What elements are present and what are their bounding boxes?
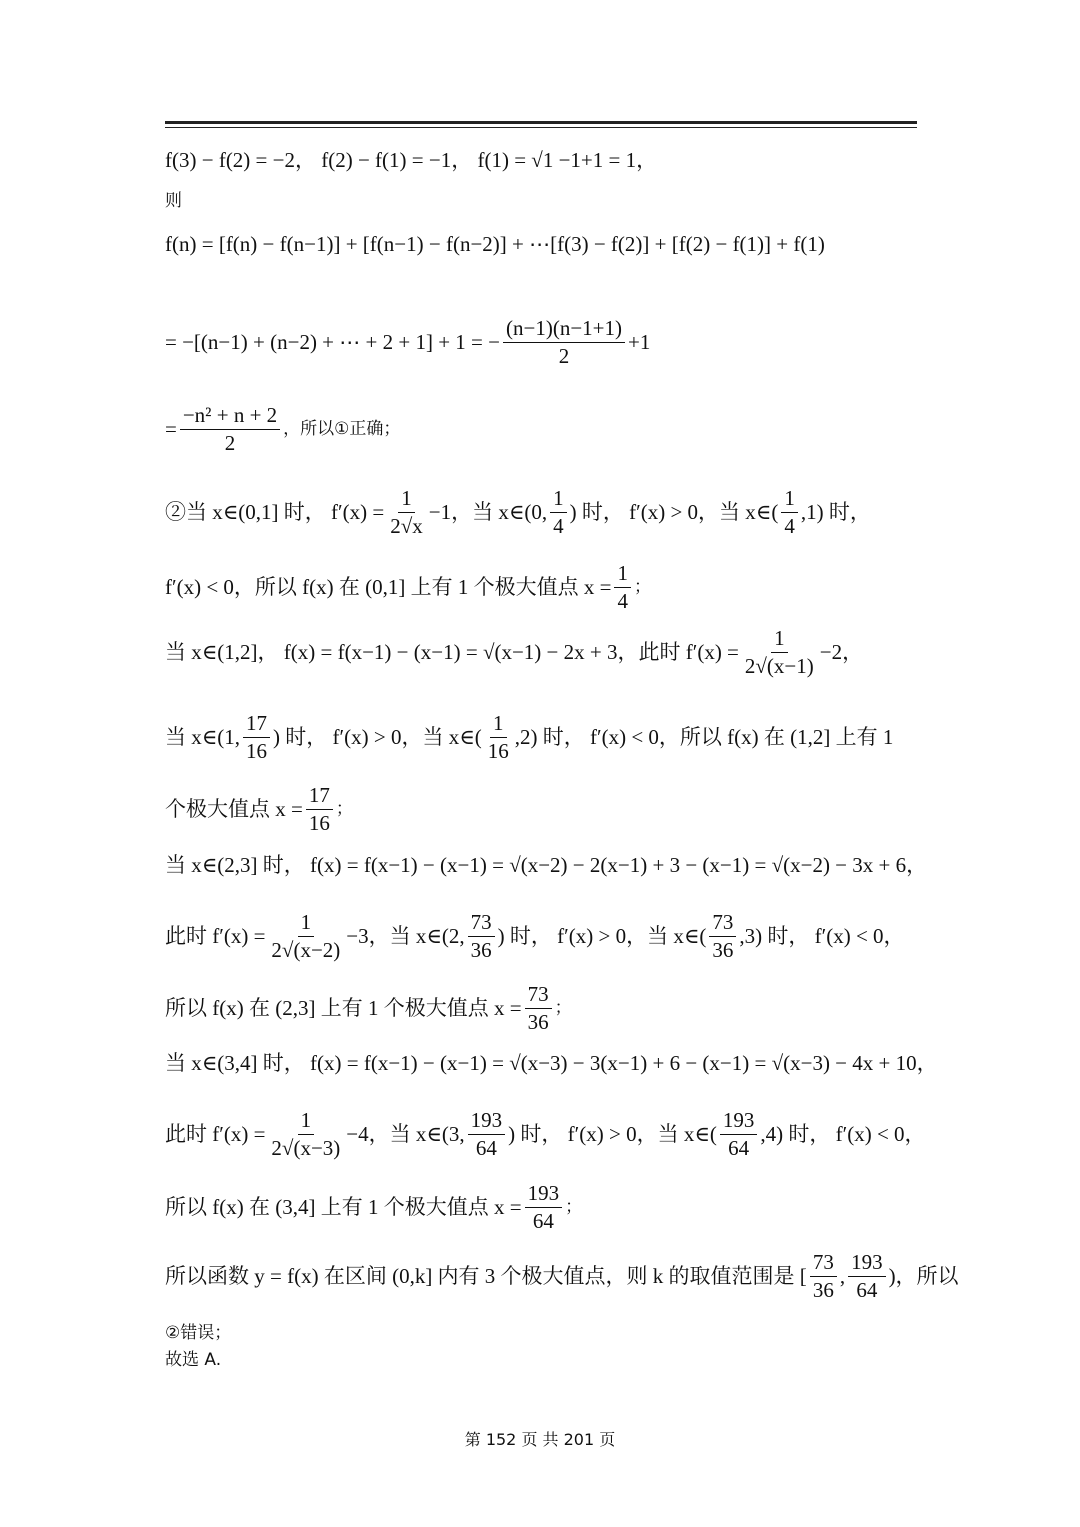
text-line-1 bbox=[165, 150, 965, 171]
fraction: $\frac{193}{64}$ bbox=[848, 1252, 886, 1301]
text: 故选 A. bbox=[165, 1350, 222, 1370]
fraction: $\frac{193}{64}$ bbox=[720, 1110, 758, 1159]
math: = bbox=[165, 417, 177, 441]
text-line-4 bbox=[165, 318, 965, 367]
fraction: $\frac{\text{−n² + n + 2}}{2}$ bbox=[180, 405, 280, 454]
text: ②错误； bbox=[165, 1323, 232, 1343]
fraction: $\frac{1}{2√(x-2)}$ bbox=[271, 910, 341, 962]
math: , bbox=[839, 1264, 846, 1288]
fraction: $\frac{1}{2√(x-1)}$ bbox=[744, 626, 814, 678]
math: ,2) 时， f′(x) < 0，所以 f(x) 在 (1,2] 上有 1 bbox=[514, 725, 894, 749]
math: −4，当 x∈(3, bbox=[346, 1122, 465, 1146]
text-line-10 bbox=[165, 785, 965, 834]
math: 所以 f(x) 在 (3,4] 上有 1 个极大值点 x = bbox=[165, 1195, 522, 1219]
text-line-6 bbox=[165, 488, 965, 537]
text: ； bbox=[554, 998, 572, 1018]
fraction: $\frac{17}{16}$ bbox=[306, 785, 333, 834]
math: −1，当 x∈(0, bbox=[428, 500, 548, 524]
text-line-16 bbox=[165, 1183, 965, 1232]
math: +1 bbox=[628, 330, 651, 354]
text: 则 bbox=[165, 191, 182, 211]
fraction: $\frac{1}{4}$ bbox=[614, 563, 631, 612]
math: f(3) − f(2) = −2， f(2) − f(1) = −1， f(1) = √1 −1+1 = 1， bbox=[165, 148, 658, 172]
text-line-7 bbox=[165, 563, 965, 612]
fraction: $\frac{1}{2√x}$ bbox=[390, 486, 423, 538]
fraction: $\frac{73}{36}$ bbox=[810, 1252, 837, 1301]
page-footer: 第 152 页 共 201 页 bbox=[464, 1430, 616, 1449]
fraction: $\frac{193}{64}$ bbox=[468, 1110, 506, 1159]
math: 此时 f′(x) = bbox=[165, 924, 266, 948]
text-line-3 bbox=[165, 234, 965, 255]
math: = −[(n−1) + (n−2) + ⋯ + 2 + 1] + 1 = − bbox=[165, 330, 500, 354]
text-line-8 bbox=[165, 628, 965, 677]
math: f(n) = [f(n) − f(n−1)] + [f(n−1) − f(n−2)] + ⋯[f(3) − f(2)] + [f(2) − f(1)] + f(1) bbox=[165, 232, 825, 256]
math: ) 时， f′(x) > 0，当 x∈( bbox=[497, 924, 707, 948]
text: ； bbox=[633, 577, 651, 597]
math: )，所以 bbox=[888, 1264, 959, 1288]
math: 个极大值点 x = bbox=[165, 797, 303, 821]
math: 当 x∈(1, bbox=[165, 725, 241, 749]
fraction: $\frac{1}{4}$ bbox=[550, 488, 567, 537]
math: ,3) 时， f′(x) < 0， bbox=[739, 924, 905, 948]
math: ) 时， f′(x) > 0，当 x∈( bbox=[569, 500, 779, 524]
text-line-19 bbox=[165, 1352, 965, 1369]
text-line-14 bbox=[165, 1053, 965, 1074]
fraction: $\frac{73}{36}$ bbox=[709, 912, 736, 961]
math: 当 x∈(1,2]， f(x) = f(x−1) − (x−1) = √(x−1) − 2x + 3，此时 f′(x) = bbox=[165, 640, 739, 664]
text-line-5 bbox=[165, 405, 965, 454]
math: 此时 f′(x) = bbox=[165, 1122, 266, 1146]
math: ) 时， f′(x) > 0，当 x∈( bbox=[508, 1122, 717, 1146]
math: 所以 f(x) 在 (2,3] 上有 1 个极大值点 x = bbox=[165, 996, 522, 1020]
math: 当 x∈(2,3] 时， f(x) = f(x−1) − (x−1) = √(x−2) − 2(x−1) + 3 − (x−1) = √(x−2) − 3x + 6， bbox=[165, 853, 928, 877]
fraction: $\frac{(n-1)(n-1+1)}{2}$ bbox=[503, 318, 625, 367]
text-line-12 bbox=[165, 912, 965, 961]
math: 所以函数 y = f(x) 在区间 (0,k] 内有 3 个极大值点，则 k 的取值范围是 [ bbox=[165, 1264, 807, 1288]
math: ) 时， f′(x) > 0，当 x∈( bbox=[273, 725, 482, 749]
text: ； bbox=[335, 799, 353, 819]
text-line-15 bbox=[165, 1110, 965, 1159]
fraction: $\frac{17}{16}$ bbox=[243, 713, 270, 762]
fraction: $\frac{73}{36}$ bbox=[468, 912, 495, 961]
text-line-9 bbox=[165, 713, 965, 762]
math: −2， bbox=[819, 640, 864, 664]
text: ，所以①正确； bbox=[283, 419, 401, 439]
text-line-13 bbox=[165, 984, 965, 1033]
header-rule bbox=[165, 121, 917, 124]
fraction: $\frac{1}{16}$ bbox=[487, 711, 509, 763]
fraction: $\frac{1}{4}$ bbox=[781, 488, 798, 537]
math: ,1) 时， bbox=[800, 500, 871, 524]
math: ②当 x∈(0,1] 时， f′(x) = bbox=[165, 500, 385, 524]
fraction: $\frac{1}{2√(x-3)}$ bbox=[271, 1108, 341, 1160]
text-line-11 bbox=[165, 855, 965, 876]
fraction: $\frac{73}{36}$ bbox=[525, 984, 552, 1033]
math: 当 x∈(3,4] 时， f(x) = f(x−1) − (x−1) = √(x−3) − 3(x−1) + 6 − (x−1) = √(x−3) − 4x + 10， bbox=[165, 1051, 938, 1075]
math: −3，当 x∈(2, bbox=[346, 924, 465, 948]
fraction: $\frac{193}{64}$ bbox=[525, 1183, 563, 1232]
text-line-17 bbox=[165, 1252, 965, 1301]
math: ,4) 时， f′(x) < 0， bbox=[760, 1122, 926, 1146]
text: ； bbox=[565, 1197, 583, 1217]
math: f′(x) < 0，所以 f(x) 在 (0,1] 上有 1 个极大值点 x = bbox=[165, 575, 612, 599]
text-line-2 bbox=[165, 193, 965, 210]
text-line-18 bbox=[165, 1325, 965, 1342]
header-rule-thin bbox=[165, 127, 917, 128]
